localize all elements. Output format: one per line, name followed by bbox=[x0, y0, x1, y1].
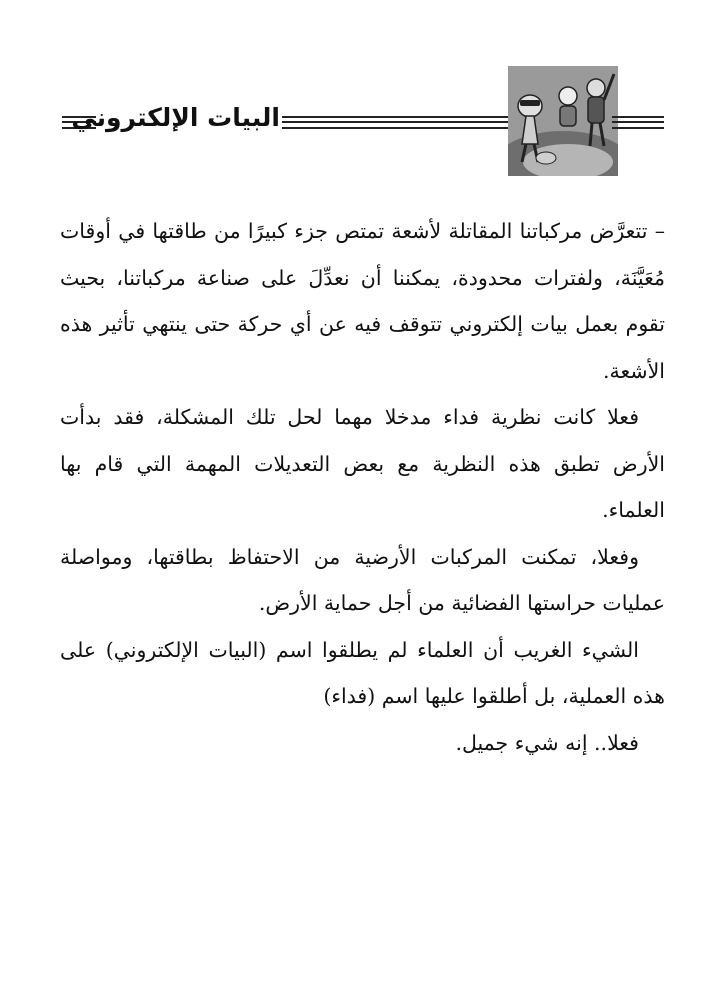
paragraph-3: وفعلا، تمكنت المركبات الأرضية من الاحتفاظ بطاقتها، ومواصلة عمليات حراستها الفضائية من أجل حماية الأرض. bbox=[60, 544, 665, 615]
page-header bbox=[0, 0, 720, 190]
decorative-rule-right bbox=[612, 116, 664, 129]
decorative-rule-middle bbox=[282, 116, 510, 129]
paragraph-1: – تتعرَّض مركباتنا المقاتلة لأشعة تمتص جزء كبيرًا من طاقتها في أوقات مُعَيَّنَة، ولفترات محدودة، يمكننا أن نعدِّلَ على صناعة مركباتنا، بحيث تقوم بعمل بيات إلكتروني تتوقف فيه عن أي حركة حتى ينتهي تأثير هذه الأشعة. bbox=[60, 219, 665, 383]
cartoon-characters-icon bbox=[508, 66, 618, 176]
chapter-title: البيات الإلكتروني bbox=[71, 103, 280, 132]
paragraph-4: الشيء الغريب أن العلماء لم يطلقوا اسم (البيات الإلكتروني) على هذه العملية، بل أطلقوا عليها اسم (فداء) bbox=[60, 637, 665, 708]
body-text bbox=[60, 208, 665, 766]
paragraph-2: فعلا كانت نظرية فداء مدخلا مهما لحل تلك المشكلة، فقد بدأت الأرض تطبق هذه النظرية مع بعض التعديلات المهمة التي قام بها العلماء. bbox=[60, 405, 665, 522]
paragraph-5: فعلا.. إنه شيء جميل. bbox=[455, 730, 639, 755]
